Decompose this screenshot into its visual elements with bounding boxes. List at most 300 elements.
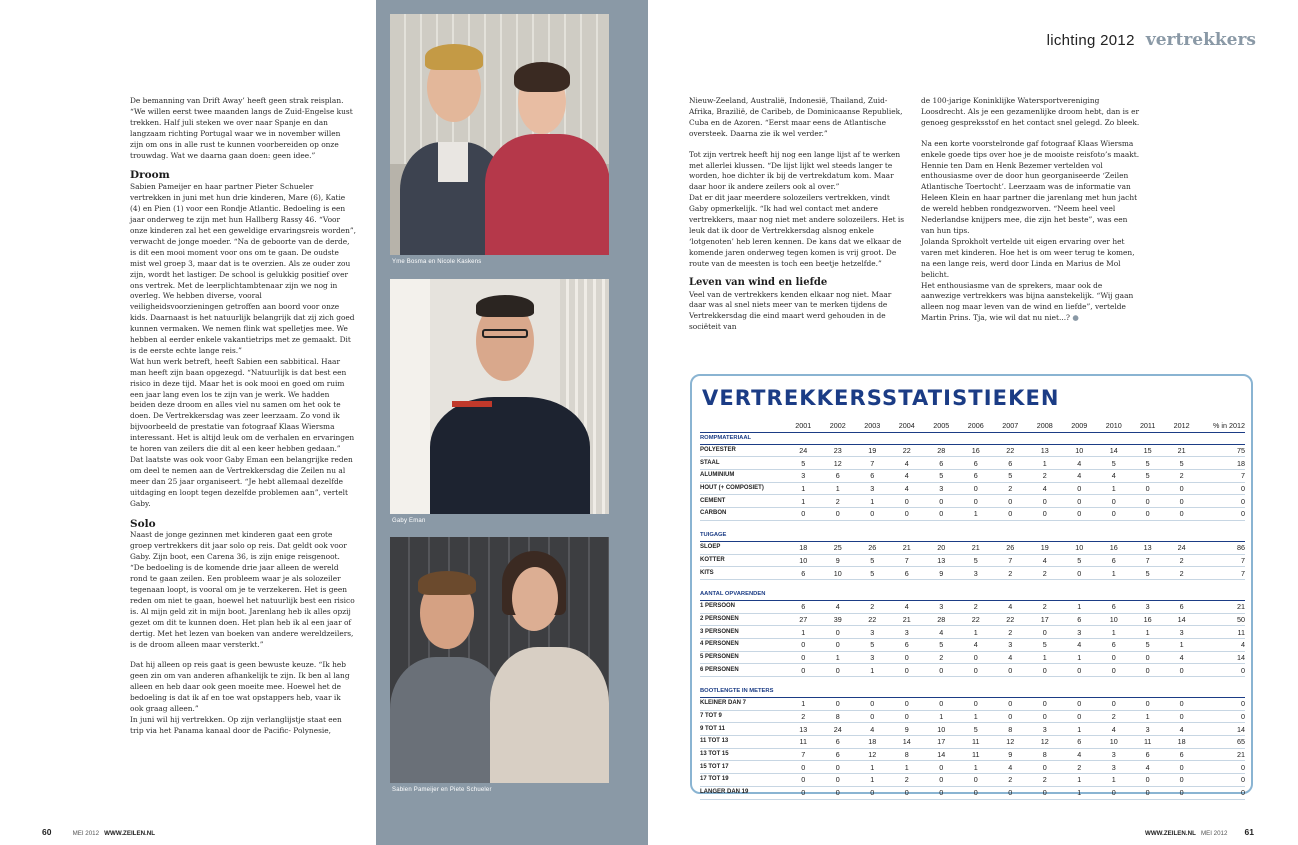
table-cell: 0 <box>924 786 959 799</box>
table-cell: 3 <box>855 651 890 664</box>
table-cell: 0 <box>1131 664 1164 677</box>
table-cell: 0 <box>1097 664 1132 677</box>
row-label: 2 PERSONEN <box>700 613 786 626</box>
table-cell: 0 <box>786 664 821 677</box>
table-cell: 0 <box>1062 482 1097 495</box>
table-cell: 0 <box>924 698 959 711</box>
table-cell: 0 <box>1028 710 1063 723</box>
table-cell: 14 <box>890 736 925 749</box>
table-cell: 4 <box>890 482 925 495</box>
table-cell: 0 <box>924 774 959 787</box>
table-cell: 2 <box>993 482 1028 495</box>
table-cell: 0 <box>924 508 959 521</box>
paragraph: Nieuw-Zeeland, Australië, Indonesië, Thailand, Zuid-Afrika, Brazilië, de Caribeb, de Dominicaanse Republiek, Cuba en de Azoren. “Eerst maar eens de Atlantische oversteek. Daarna zie ik wel verder.” <box>689 96 903 138</box>
table-cell: 4 <box>1164 651 1199 664</box>
table-cell: 5 <box>855 638 890 651</box>
table-cell: 1 <box>1131 626 1164 639</box>
table-cell: 1 <box>959 626 994 639</box>
table-cell: 0 <box>1028 664 1063 677</box>
table-cell: 4 <box>821 600 856 613</box>
table-cell: 0 <box>1131 651 1164 664</box>
table-cell: 0 <box>1028 786 1063 799</box>
stats-column-header: 2006 <box>959 420 994 432</box>
table-row <box>700 457 1245 470</box>
row-label: STAAL <box>700 457 786 470</box>
table-cell: 13 <box>786 723 821 736</box>
row-label: POLYESTER <box>700 444 786 457</box>
table-cell: 0 <box>821 786 856 799</box>
table-cell: 6 <box>890 638 925 651</box>
table-cell: 22 <box>855 613 890 626</box>
table-cell: 4 <box>855 723 890 736</box>
table-cell: 4 <box>890 470 925 483</box>
table-cell: 6 <box>1062 613 1097 626</box>
table-cell: 28 <box>924 444 959 457</box>
table-cell: 0 <box>993 495 1028 508</box>
table-cell: 6 <box>959 457 994 470</box>
table-row <box>700 554 1245 567</box>
table-cell: 0 <box>1028 508 1063 521</box>
table-cell: 1 <box>855 761 890 774</box>
table-cell: 14 <box>1199 651 1245 664</box>
stats-corner <box>700 420 786 432</box>
table-row <box>700 495 1245 508</box>
table-cell: 5 <box>959 723 994 736</box>
header-section: lichting 2012 <box>1046 32 1135 49</box>
table-cell: 21 <box>1199 748 1245 761</box>
stats-section-row <box>700 530 1245 542</box>
table-cell: 0 <box>1028 761 1063 774</box>
stats-column-header: 2012 <box>1164 420 1199 432</box>
table-cell: 3 <box>855 626 890 639</box>
table-cell: 0 <box>993 698 1028 711</box>
table-cell: 0 <box>1199 664 1245 677</box>
table-cell: 21 <box>890 541 925 554</box>
table-cell: 9 <box>821 554 856 567</box>
table-cell: 2 <box>1097 710 1132 723</box>
table-cell: 27 <box>786 613 821 626</box>
subheading-droom: Droom <box>130 169 170 182</box>
table-cell: 0 <box>1164 761 1199 774</box>
table-cell: 5 <box>855 554 890 567</box>
table-cell: 0 <box>1097 698 1132 711</box>
paragraph: Na een korte voorstelronde gaf fotograaf Klaas Wiersma enkele goede tips over hoe je de mooiste reisfoto’s maakt. Hennie ten Dam en Henk Bezemer vertelden vol enthousiasme over de door hun georganiseerde ‘Zeilen Atlantische Toertocht’. Leerzaam was de informatie van Heleen Klein en haar partner die jarenlang met hun jacht de wereld hebben rondgezworven. “Neem heel veel Nederlandse knijpers mee, die zijn het beste”, was een van hun tips. <box>921 138 1140 235</box>
table-cell: 23 <box>821 444 856 457</box>
table-cell: 4 <box>890 457 925 470</box>
row-label: 3 PERSONEN <box>700 626 786 639</box>
table-row <box>700 626 1245 639</box>
row-label: 4 PERSONEN <box>700 638 786 651</box>
table-cell: 5 <box>1131 567 1164 580</box>
table-cell: 0 <box>1199 761 1245 774</box>
table-cell: 3 <box>1097 761 1132 774</box>
row-label: SLOEP <box>700 541 786 554</box>
paragraph: Veel van de vertrekkers kenden elkaar nog niet. Maar daar was al snel niets meer van te merken tijdens de Vertrekkersdag die eind maart werd gehouden in de sociëteit van <box>689 289 892 332</box>
stats-section-row <box>700 589 1245 601</box>
table-cell: 2 <box>959 600 994 613</box>
table-cell: 9 <box>890 723 925 736</box>
table-cell: 0 <box>1199 774 1245 787</box>
table-cell: 4 <box>1028 482 1063 495</box>
table-cell: 7 <box>1199 470 1245 483</box>
table-cell: 12 <box>993 736 1028 749</box>
photo-couple-3 <box>390 537 609 783</box>
row-label: 13 TOT 15 <box>700 748 786 761</box>
table-row <box>700 541 1245 554</box>
row-label: KLEINER DAN 7 <box>700 698 786 711</box>
table-cell: 4 <box>1062 470 1097 483</box>
table-cell: 8 <box>993 723 1028 736</box>
row-label: 17 TOT 19 <box>700 774 786 787</box>
table-cell: 5 <box>924 470 959 483</box>
table-cell: 5 <box>1131 638 1164 651</box>
table-cell: 8 <box>821 710 856 723</box>
table-cell: 5 <box>993 470 1028 483</box>
stats-column-header: 2009 <box>1062 420 1097 432</box>
table-cell: 3 <box>924 600 959 613</box>
table-cell: 11 <box>959 736 994 749</box>
table-cell: 2 <box>1164 567 1199 580</box>
table-cell: 2 <box>1164 470 1199 483</box>
table-cell: 6 <box>1062 736 1097 749</box>
table-cell: 16 <box>1097 541 1132 554</box>
paragraph: Jolanda Sprokholt vertelde uit eigen ervaring over het varen met kinderen. Hoe het is om weer terug te komen, na een lange reis, werd door Linda en Marius de Mol belicht. <box>921 236 1135 279</box>
footer-right <box>1145 820 1254 839</box>
table-cell: 3 <box>855 482 890 495</box>
table-cell: 0 <box>1028 698 1063 711</box>
stats-column-header: 2004 <box>890 420 925 432</box>
table-cell: 1 <box>1028 457 1063 470</box>
table-cell: 0 <box>1164 508 1199 521</box>
table-cell: 0 <box>1062 710 1097 723</box>
table-row <box>700 482 1245 495</box>
table-cell: 0 <box>924 495 959 508</box>
table-cell: 10 <box>1097 613 1132 626</box>
table-cell: 0 <box>786 786 821 799</box>
table-cell: 1 <box>786 495 821 508</box>
row-label: KITS <box>700 567 786 580</box>
table-cell: 4 <box>890 600 925 613</box>
table-cell: 0 <box>1097 495 1132 508</box>
table-cell: 1 <box>1097 626 1132 639</box>
table-cell: 18 <box>1164 736 1199 749</box>
table-cell: 0 <box>821 698 856 711</box>
table-cell: 1 <box>821 651 856 664</box>
paragraph: Het enthousiasme van de sprekers, maar ook de aanwezige vertrekkers was bijna aanstekelijk. “Wij gaan alleen nog maar leven van de wind en liefde”, vertelde Martin Prins. Tja, wie wil dat nu niet...? ● <box>921 280 1134 323</box>
table-cell: 4 <box>1164 723 1199 736</box>
table-row <box>700 736 1245 749</box>
table-cell: 7 <box>1199 554 1245 567</box>
stats-section-row <box>700 686 1245 698</box>
table-cell: 0 <box>1199 698 1245 711</box>
stats-column-header: 2008 <box>1028 420 1063 432</box>
table-cell: 6 <box>959 470 994 483</box>
table-cell: 22 <box>993 613 1028 626</box>
photo-caption: Yme Bosma en Nicole Kaskens <box>392 259 482 265</box>
table-cell: 0 <box>821 508 856 521</box>
table-cell: 2 <box>855 600 890 613</box>
table-cell: 3 <box>890 626 925 639</box>
table-cell: 2 <box>890 774 925 787</box>
row-label: 9 TOT 11 <box>700 723 786 736</box>
table-cell: 1 <box>786 698 821 711</box>
table-cell: 7 <box>890 554 925 567</box>
table-cell: 12 <box>1028 736 1063 749</box>
table-cell: 1 <box>1097 567 1132 580</box>
row-label: ALUMINIUM <box>700 470 786 483</box>
table-cell: 18 <box>855 736 890 749</box>
table-cell: 39 <box>821 613 856 626</box>
stats-column-header: 2010 <box>1097 420 1132 432</box>
table-row <box>700 664 1245 677</box>
table-cell: 5 <box>1164 457 1199 470</box>
table-cell: 6 <box>890 567 925 580</box>
table-cell: 6 <box>1164 600 1199 613</box>
table-cell: 1 <box>1062 774 1097 787</box>
table-cell: 0 <box>821 638 856 651</box>
table-cell: 8 <box>890 748 925 761</box>
table-row <box>700 786 1245 799</box>
table-cell: 1 <box>1131 710 1164 723</box>
table-cell: 4 <box>993 651 1028 664</box>
table-cell: 6 <box>1097 600 1132 613</box>
table-cell: 3 <box>1062 626 1097 639</box>
row-label: HOUT (+ COMPOSIET) <box>700 482 786 495</box>
stats-column-header: 2011 <box>1131 420 1164 432</box>
table-cell: 10 <box>1062 444 1097 457</box>
table-cell: 1 <box>1062 786 1097 799</box>
stats-column-header: 2007 <box>993 420 1028 432</box>
table-cell: 11 <box>959 748 994 761</box>
stats-column-header: 2005 <box>924 420 959 432</box>
table-row <box>700 723 1245 736</box>
row-label: 7 TOT 9 <box>700 710 786 723</box>
paragraph: Sabien Pameijer en haar partner Pieter Schueler vertrekken in juni met hun drie kinderen, Mare (6), Katie (4) en Pien (1) voor een Rondje Atlantic. Bedoeling is een jaar onderweg te zijn met hun Hallberg Rassy 46. “Voor onze kinderen zal het een geweldige ervaringsreis worden”, verwacht de jonge moeder. “Na de geboorte van de derde, is dit een mooi moment voor ons om te gaan. De oudste mist wel groep 3, maar dat is te overzien. Als ze ouder zou zijn, wordt het lastiger. De school is gelukkig positief over ons vertrek. Met de leerplichtambtenaar zijn we nog in overleg. We hebben diverse, vooral veiligheidsvoorzieningen getroffen aan boord voor onze kids. Daarnaast is het natuurlijk belangrijk dat zij zich goed kunnen vermaken. We nemen flink wat spelletjes mee. We hebben al eerder enkele vakantietrips met ze gemaakt. Dit is de eerste echte lange reis.” <box>130 182 356 355</box>
table-cell: 1 <box>1097 482 1132 495</box>
table-cell: 0 <box>786 774 821 787</box>
table-cell: 22 <box>993 444 1028 457</box>
section-header <box>1047 30 1256 50</box>
table-cell: 0 <box>1097 651 1132 664</box>
table-row <box>700 774 1245 787</box>
table-cell: 0 <box>993 786 1028 799</box>
table-cell: 7 <box>1199 567 1245 580</box>
photo-caption: Sabien Pameijer en Piete Schueler <box>392 787 492 793</box>
table-row <box>700 567 1245 580</box>
table-cell: 24 <box>786 444 821 457</box>
table-cell: 1 <box>855 664 890 677</box>
table-cell: 21 <box>890 613 925 626</box>
site-label: WWW.ZEILEN.NL <box>1144 830 1196 837</box>
table-cell: 0 <box>1062 567 1097 580</box>
stats-section-label: AANTAL OPVARENDEN <box>700 589 1245 601</box>
table-cell: 2 <box>786 710 821 723</box>
table-cell: 1 <box>1028 651 1063 664</box>
table-cell: 1 <box>959 508 994 521</box>
table-cell: 10 <box>924 723 959 736</box>
table-cell: 2 <box>993 626 1028 639</box>
paragraph: Dat laatste was ook voor Gaby Eman een belangrijke reden om deel te nemen aan de Vertrekkersdag die Zeilen nu al meer dan 25 jaar organiseert. “Je hebt allemaal dezelfde uitdaging en loopt tegen dezelfde problemen aan”, vertelt Gaby. <box>130 455 353 508</box>
table-cell: 0 <box>1131 508 1164 521</box>
table-cell: 7 <box>855 457 890 470</box>
table-cell: 2 <box>924 651 959 664</box>
row-label: 5 PERSONEN <box>700 651 786 664</box>
table-cell: 0 <box>786 638 821 651</box>
table-cell: 0 <box>1164 710 1199 723</box>
table-cell: 2 <box>1028 470 1063 483</box>
photo-gaby <box>390 279 609 514</box>
table-cell: 0 <box>786 651 821 664</box>
table-cell: 18 <box>1199 457 1245 470</box>
table-cell: 2 <box>1028 600 1063 613</box>
table-cell: 7 <box>1131 554 1164 567</box>
table-cell: 6 <box>855 470 890 483</box>
table-row <box>700 613 1245 626</box>
table-cell: 8 <box>1028 748 1063 761</box>
table-cell: 3 <box>1028 723 1063 736</box>
row-label: CARBON <box>700 508 786 521</box>
paragraph: In juni wil hij vertrekken. Op zijn verlanglijstje staat een trip via het Panama kanaal door de Pacific- Polynesie, <box>130 714 342 735</box>
table-cell: 5 <box>855 567 890 580</box>
stats-column-header: 2003 <box>855 420 890 432</box>
photo-couple-1 <box>390 14 609 255</box>
table-cell: 13 <box>924 554 959 567</box>
table-cell: 6 <box>993 457 1028 470</box>
table-cell: 0 <box>924 664 959 677</box>
table-cell: 4 <box>1097 470 1132 483</box>
table-cell: 0 <box>890 651 925 664</box>
table-cell: 0 <box>1097 508 1132 521</box>
table-cell: 0 <box>855 710 890 723</box>
table-cell: 0 <box>890 664 925 677</box>
subheading-solo: Solo <box>130 517 156 530</box>
table-cell: 1 <box>1097 774 1132 787</box>
table-cell: 3 <box>786 470 821 483</box>
table-cell: 0 <box>959 698 994 711</box>
table-cell: 4 <box>959 638 994 651</box>
table-cell: 0 <box>1199 710 1245 723</box>
table-row <box>700 600 1245 613</box>
table-cell: 1 <box>924 710 959 723</box>
table-cell: 5 <box>1028 638 1063 651</box>
table-cell: 21 <box>1199 600 1245 613</box>
table-cell: 4 <box>1062 457 1097 470</box>
table-row <box>700 748 1245 761</box>
table-cell: 10 <box>1097 736 1132 749</box>
end-mark: ● <box>1072 313 1079 323</box>
paragraph: Wat hun werk betreft, heeft Sabien een sabbitical. Haar man heeft zijn baan opgezegd. “Natuurlijk is dat best een risico in deze tijd. Maar het is ook mooi en goed om ruim een jaar lang even los te zijn van je werk. We hadden beiden deze droom en alles viel nu samen om het ook te doen. De Vertrekkersdag was zeer leerzaam. Zo vond ik bijvoorbeeld de prestatie van fotograaf Klaas Wiersma interessant. Het is altijd leuk om de verhalen en ervaringen te horen van zeilers die dit al een keer hebben gedaan.” <box>130 356 355 454</box>
table-cell: 12 <box>855 748 890 761</box>
table-cell: 24 <box>1164 541 1199 554</box>
table-cell: 0 <box>1097 786 1132 799</box>
spacer <box>700 677 1245 687</box>
site-label: WWW.ZEILEN.NL <box>104 830 156 837</box>
table-cell: 1 <box>855 774 890 787</box>
table-cell: 22 <box>890 444 925 457</box>
table-cell: 5 <box>924 638 959 651</box>
table-cell: 3 <box>1164 626 1199 639</box>
page-number: 61 <box>1244 827 1254 837</box>
table-cell: 1 <box>821 482 856 495</box>
table-cell: 1 <box>1062 600 1097 613</box>
table-cell: 0 <box>1062 664 1097 677</box>
stats-column-header: % in 2012 <box>1199 420 1245 432</box>
table-cell: 0 <box>993 664 1028 677</box>
table-cell: 4 <box>1199 638 1245 651</box>
table-cell: 19 <box>855 444 890 457</box>
table-cell: 0 <box>1062 698 1097 711</box>
table-cell: 14 <box>1097 444 1132 457</box>
paragraph: De bemanning van Drift Away’ heeft geen strak reisplan. “We willen eerst twee maanden langs de Zuid-Engelse kust trekken. Half juli steken we over naar Spanje en dan langzaam richting Portugal waar we in november willen zijn om ons in alle rust te kunnen voorbereiden op onze trouwdag. Wat we daarna gaan doen: geen idee.” <box>130 96 353 160</box>
spacer <box>700 520 1245 530</box>
table-cell: 0 <box>855 786 890 799</box>
table-cell: 11 <box>786 736 821 749</box>
table-cell: 0 <box>890 786 925 799</box>
table-cell: 0 <box>1131 774 1164 787</box>
table-cell: 0 <box>1131 786 1164 799</box>
table-cell: 50 <box>1199 613 1245 626</box>
table-cell: 7 <box>993 554 1028 567</box>
table-cell: 6 <box>1131 748 1164 761</box>
table-cell: 1 <box>1062 723 1097 736</box>
table-cell: 25 <box>821 541 856 554</box>
table-cell: 0 <box>1028 495 1063 508</box>
table-cell: 20 <box>924 541 959 554</box>
table-cell: 3 <box>1131 723 1164 736</box>
table-cell: 5 <box>1131 470 1164 483</box>
table-cell: 4 <box>993 761 1028 774</box>
table-cell: 0 <box>959 786 994 799</box>
table-cell: 0 <box>993 710 1028 723</box>
table-cell: 6 <box>786 567 821 580</box>
table-cell: 18 <box>786 541 821 554</box>
table-cell: 0 <box>786 761 821 774</box>
issue-label: MEI 2012 <box>72 830 100 837</box>
table-cell: 1 <box>855 495 890 508</box>
table-cell: 6 <box>821 748 856 761</box>
table-cell: 2 <box>993 774 1028 787</box>
row-label: 15 TOT 17 <box>700 761 786 774</box>
table-cell: 0 <box>890 698 925 711</box>
table-cell: 11 <box>1199 626 1245 639</box>
column-4 <box>921 96 1143 324</box>
table-cell: 6 <box>821 470 856 483</box>
table-cell: 0 <box>959 774 994 787</box>
table-cell: 5 <box>1062 554 1097 567</box>
table-cell: 4 <box>993 600 1028 613</box>
table-cell: 65 <box>1199 736 1245 749</box>
stats-column-header: 2001 <box>786 420 821 432</box>
statistics-box <box>690 374 1253 798</box>
table-row <box>700 710 1245 723</box>
table-cell: 4 <box>1062 638 1097 651</box>
table-cell: 0 <box>821 761 856 774</box>
table-cell: 6 <box>821 736 856 749</box>
table-cell: 2 <box>1028 567 1063 580</box>
table-cell: 0 <box>959 651 994 664</box>
table-cell: 14 <box>924 748 959 761</box>
table-cell: 0 <box>821 626 856 639</box>
table-cell: 16 <box>959 444 994 457</box>
table-cell: 0 <box>1131 482 1164 495</box>
table-cell: 1 <box>959 761 994 774</box>
table-cell: 0 <box>1062 508 1097 521</box>
row-label: KOTTER <box>700 554 786 567</box>
table-cell: 0 <box>1028 626 1063 639</box>
table-cell: 0 <box>1164 786 1199 799</box>
table-cell: 10 <box>786 554 821 567</box>
table-cell: 6 <box>924 457 959 470</box>
